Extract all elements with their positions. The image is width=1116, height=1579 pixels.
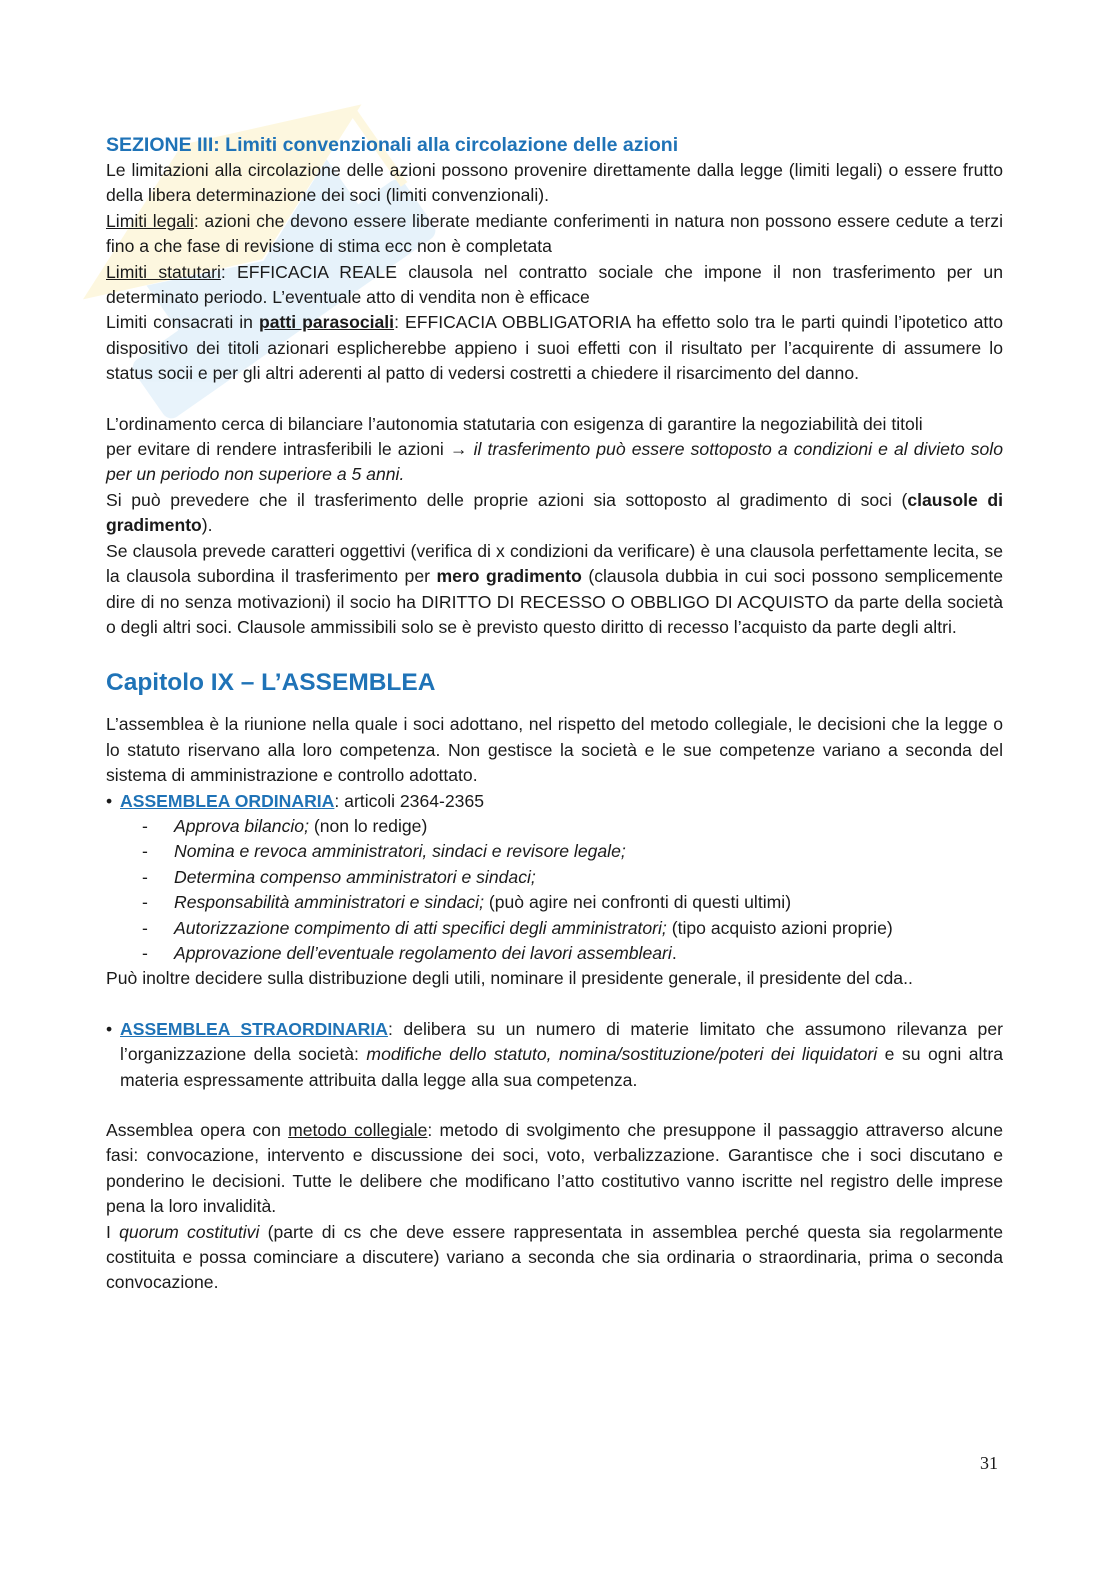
- straordinaria-bullet: • ASSEMBLEA STRAORDINARIA: delibera su un numero di materie limitato che assumono rilevanza per l’organizzazione della società: modifiche dello statuto, nomina/sostituzione/poteri dei liquidatori e su ogni altra materia espressamente attribuita dalla legge alla sua competenza.: [106, 1018, 1003, 1090]
- page-number: 31: [980, 1453, 998, 1473]
- quorum-paragraph: I quorum costitutivi (parte di cs che deve essere rappresentata in assemblea perché questa sia regolarmente costituita e possa cominciare a discutere) variano a seconda che sia ordinaria o straordinaria, prima o seconda convocazione.: [106, 1221, 1003, 1293]
- list-item: - Autorizzazione compimento di atti specifici degli amministratori; (tipo acquisto azioni proprie): [106, 916, 1003, 941]
- list-item: - Approva bilancio; (non lo redige): [106, 814, 1003, 839]
- list-item: - Responsabilità amministratori e sindaci; (può agire nei confronti di questi ultimi): [106, 890, 1003, 915]
- straordinaria-label: ASSEMBLEA STRAORDINARIA: [120, 1018, 388, 1039]
- ordinaria-label: ASSEMBLEA ORDINARIA: [120, 790, 335, 811]
- list-item: - Approvazione dell’eventuale regolamento dei lavori assembleari.: [106, 941, 1003, 966]
- clausola-paragraph: Se clausola prevede caratteri oggettivi (verifica di x condizioni da verificare) è una clausola perfettamente lecita, se la clausola subordina il trasferimento per mero gradimento (clausola dubbia in cui soci possono semplicemente dire di no senza motivazioni) il socio ha DIRITTO DI RECESSO O OBBLIGO DI ACQUISTO da parte della società o degli altri soci. Clausole ammissibili solo se è previsto questo diritto di recesso l’acquisto da parte degli altri.: [106, 540, 1003, 637]
- patti-parasociali-label: patti parasociali: [258, 312, 395, 333]
- list-item: - Determina compenso amministratori e sindaci;: [106, 865, 1003, 890]
- ordinamento-paragraph: L’ordinamento cerca di bilanciare l’autonomia statutaria con esigenza di garantire la negoziabilità dei titoli: [106, 413, 923, 434]
- dash-icon: -: [142, 841, 148, 862]
- dash-icon: -: [142, 917, 148, 938]
- chapter-title: Capitolo IX – L’ASSEMBLEA: [106, 669, 436, 697]
- patti-parasociali-paragraph: Limiti consacrati in patti parasociali: EFFICACIA OBBLIGATORIA ha effetto solo tra le parti quindi l’ipotetico atto dispositivo dei titoli azionari esplicherebbe appieno i suoi effetti con il risultato per l’acquirente di assumere lo status socii e per gli altri aderenti al patto di vedersi costretti a chiedere il risarcimento del danno.: [106, 312, 1003, 384]
- gradimento-paragraph: Si può prevedere che il trasferimento delle proprie azioni sia sottoposto al gradimento di soci (clausole di gradimento).: [106, 489, 1003, 536]
- document-body: [106, 132, 1003, 1296]
- limiti-legali-label: Limiti legali: [106, 210, 194, 231]
- dash-icon: -: [142, 815, 148, 836]
- list-item: - Nomina e revoca amministratori, sindaci e revisore legale;: [106, 839, 1003, 864]
- dash-icon: -: [142, 892, 148, 913]
- dash-icon: -: [142, 942, 148, 963]
- section-paragraph-intro: Le limitazioni alla circolazione delle azioni possono provenire direttamente dalla legge (limiti legali) o essere frutto della libera determinazione dei soci (limiti convenzionali).: [106, 160, 1003, 206]
- metodo-collegiale-label: metodo collegiale: [288, 1120, 428, 1140]
- assemblea-intro-paragraph: L’assemblea è la riunione nella quale i soci adottano, nel rispetto del metodo collegiale, le decisioni che la legge o lo statuto riservano alla loro competenza. Non gestisce la società e le sue competenze variano a seconda del sistema di amministrazione e controllo adottato.: [106, 714, 1003, 786]
- ordinaria-bullet: • ASSEMBLEA ORDINARIA: articoli 2364-2365: [106, 789, 1003, 814]
- ordinaria-list: [106, 814, 1003, 966]
- bullet-icon: •: [106, 1018, 113, 1039]
- bullet-icon: •: [106, 790, 113, 811]
- section-title: SEZIONE III: Limiti convenzionali alla circolazione delle azioni: [106, 134, 679, 156]
- trasferimento-paragraph: per evitare di rendere intrasferibili le azioni → il trasferimento può essere sottoposto a condizioni e al divieto solo per un periodo non superiore a 5 anni.: [106, 439, 1004, 485]
- ordinaria-after-paragraph: Può inoltre decidere sulla distribuzione degli utili, nominare il presidente generale, il presidente del cda..: [106, 968, 913, 989]
- limiti-legali-paragraph: Limiti legali: azioni che devono essere liberate mediante conferimenti in natura non possono essere cedute a terzi fino a che fase di revisione di stima ecc non è completata: [106, 210, 1004, 257]
- metodo-collegiale-paragraph: Assemblea opera con metodo collegiale: metodo di svolgimento che presuppone il passaggio attraverso alcune fasi: convocazione, intervento e discussione dei soci, voto, verbalizzazione. Garantisce che i soci discutano e ponderino le decisioni. Tutte le delibere che modificano l’atto costitutivo vanno iscritte nel registro delle imprese pena la loro invalidità.: [106, 1120, 1003, 1217]
- limiti-statutari-label: Limiti statutari: [106, 261, 221, 282]
- limiti-statutari-paragraph: Limiti statutari: EFFICACIA REALE clausola nel contratto sociale che impone il non trasferimento per un determinato periodo. L’eventuale atto di vendita non è efficace: [106, 261, 1003, 308]
- dash-icon: -: [142, 866, 148, 887]
